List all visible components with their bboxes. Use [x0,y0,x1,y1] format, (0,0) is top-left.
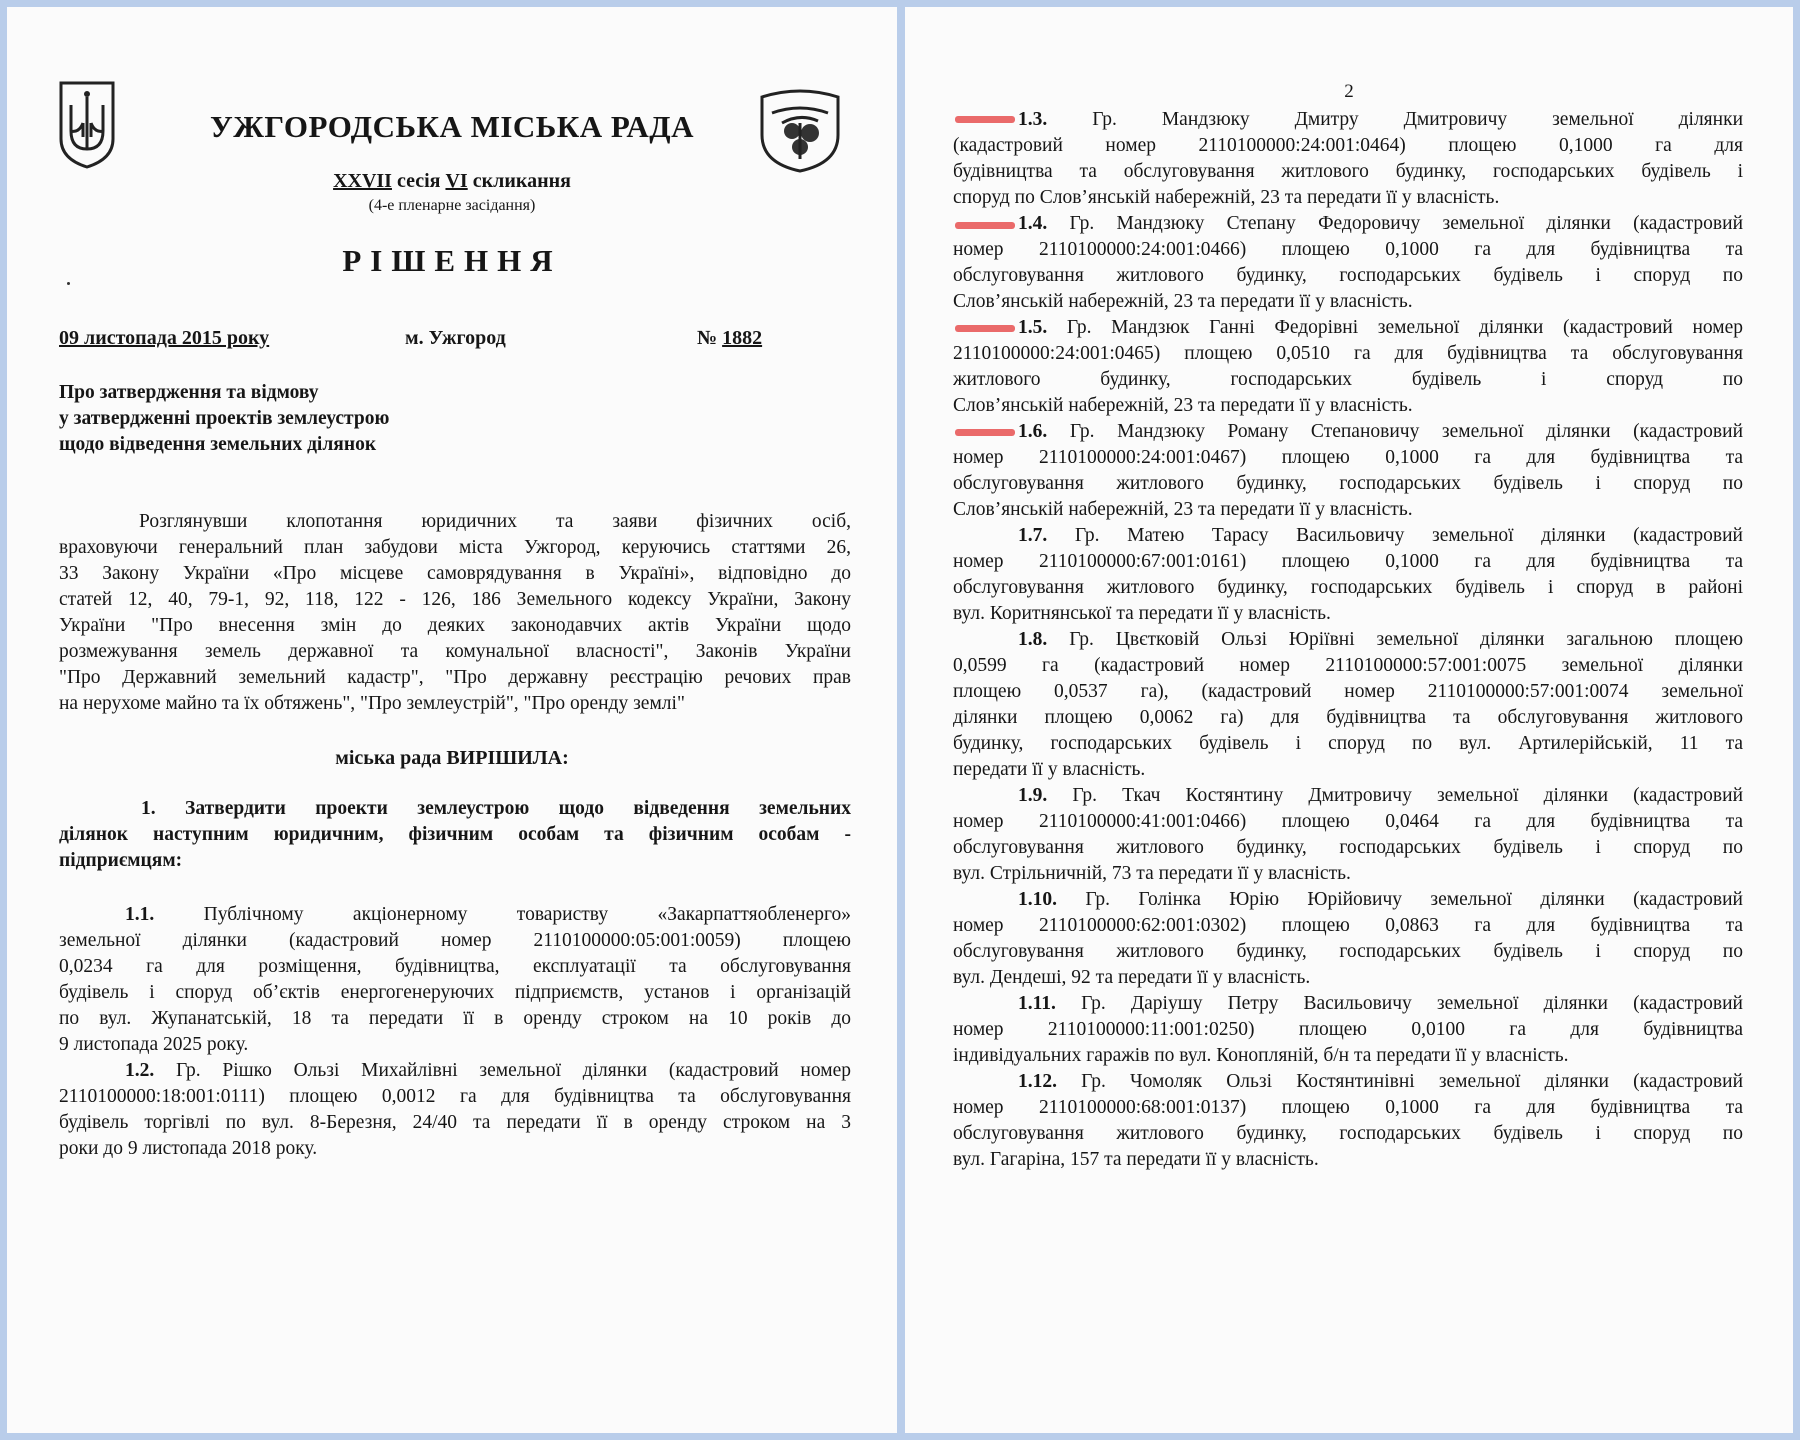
document-page-1 [7,7,897,1433]
item-number: 1.2. [125,1060,155,1081]
item-line: номер 2110100000:68:001:0137) площею 0,1000 га для будівництва та [953,1097,1743,1118]
item-line: 9 листопада 2025 року. [59,1034,249,1055]
plenary-note: (4-е пленарне засідання) [368,197,536,214]
decision-city: м. Ужгород [405,327,506,349]
item-text: Гр. Мандзюку Дмитру Дмитровичу земельної ділянки [1092,109,1743,130]
item-number: 1.12. [1018,1071,1057,1092]
item-line: обслуговування житлового будинку, господарських будівель і споруд по [953,1123,1743,1144]
item-1-7 [953,523,1743,627]
items-list [953,107,1743,1173]
item-1-8 [953,627,1743,783]
item-line: номер 2110100000:67:001:0161) площею 0,1000 га для будівництва та [953,551,1743,572]
point-1-line: підприємцям: [59,850,183,871]
decision-subject [59,380,509,458]
item-line [953,315,1743,341]
item-line [953,523,1743,549]
item-number: 1.5. [1018,317,1048,338]
page-number: 2 [1344,81,1354,102]
item-line: обслуговування житлового будинку, господарських будівель і споруд по [953,473,1743,494]
item-line: обслуговування житлового будинку, господарських будівель і споруд по [953,837,1743,858]
document-page-2 [905,7,1793,1433]
item-text: Гр. Цвєтковій Ользі Юріївні земельної ділянки загальною площею [1069,629,1743,650]
item-number: 1.7. [1018,525,1048,546]
preamble-line: враховуючи генеральний план забудови міста Ужгород, керуючись статтями 26, [59,537,851,558]
council-title: УЖГОРОДСЬКА МІСЬКА РАДА [209,109,694,144]
preamble-line: розмежування земель державної та комунальної власності", Законів України [59,641,851,662]
item-number: 1.11. [1018,993,1056,1014]
session-word: сесія [396,170,441,192]
item-line: (кадастровий номер 2110100000:24:001:0464) площею 0,1000 га для [953,135,1743,156]
subject-line: щодо відведення земельних ділянок [59,434,377,455]
item-line: будівництва та обслуговування житлового будинку, господарських будівель і [953,161,1743,182]
item-line: номер 2110100000:24:001:0466) площею 0,1000 га для будівництва та [953,239,1743,260]
item-text: Гр. Матею Тарасу Васильовичу земельної ділянки (кадастровий [1074,525,1743,546]
item-1-6 [953,419,1743,523]
item-line: будинку, господарських будівель і споруд по вул. Артилерійській, 11 та [953,733,1743,754]
item-number: 1.4. [1018,213,1048,234]
item-line [59,902,851,928]
item-line: будівель і споруд об’єктів енергогенеруючих підприємств, установ і організацій [59,982,851,1003]
preamble-line: 33 Закону України «Про місцеве самоврядування в Україні», відповідно до [59,563,851,584]
item-1-4 [953,211,1743,315]
item-line: номер 2110100000:41:001:0466) площею 0,0464 га для будівництва та [953,811,1743,832]
item-line: по вул. Жупанатській, 18 та передати її в оренду строком на 10 років до [59,1008,851,1029]
item-line [953,783,1743,809]
item-text: Гр. Голінка Юрію Юрійовичу земельної ділянки (кадастровий [1085,889,1743,910]
item-text: Гр. Мандзюк Ганні Федорівні земельної ділянки (кадастровий номер [1066,317,1743,338]
item-number: 1.1. [125,904,155,925]
item-line: індивідуальних гаражів по вул. Конопляній, б/н та передати її у власність. [953,1045,1569,1066]
item-line: Слов’янській набережній, 23 та передати її у власність. [953,291,1413,312]
item-1-9 [953,783,1743,887]
item-line: житлового будинку, господарських будівель і споруд по [953,369,1743,390]
convocation-word: скликання [472,170,571,192]
item-line: 0,0599 га (кадастровий номер 2110100000:57:001:0075 земельної ділянки [953,655,1743,676]
decision-date: 09 листопада 2015 року [59,327,270,349]
preamble [59,509,851,717]
item-line: номер 2110100000:24:001:0467) площею 0,1000 га для будівництва та [953,447,1743,468]
number-prefix: № [697,327,718,349]
item-1-3 [953,107,1743,211]
item-line [953,887,1743,913]
preamble-line: Розглянувши клопотання юридичних та заяви фізичних осіб, [139,511,851,532]
item-text: Гр. Чомоляк Ользі Костянтинівні земельної ділянки (кадастровий [1081,1071,1743,1092]
decision-number [697,327,762,350]
subject-line: у затвердженні проектів землеустрою [59,408,390,429]
item-line [953,1069,1743,1095]
item-line: номер 2110100000:11:001:0250) площею 0,0100 га для будівництва [953,1019,1743,1040]
item-line: ділянки площею 0,0062 га) для будівництва та обслуговування житлового [953,707,1743,728]
item-line: площею 0,0537 га), (кадастровий номер 2110100000:57:001:0074 земельної [953,681,1743,702]
item-text: Публічному акціонерному товариству «Закарпаттяобленерго» [203,904,851,925]
preamble-line: "Про Державний земельний кадастр", "Про державну реєстрацію речових прав [59,667,851,688]
item-line: Слов’янській набережній, 23 та передати її у власність. [953,499,1413,520]
item-line: обслуговування житлового будинку, господарських будівель і споруд по [953,265,1743,286]
item-1-11 [953,991,1743,1069]
item-line: Слов’янській набережній, 23 та передати її у власність. [953,395,1413,416]
item-text: Гр. Даріушу Петру Васильовичу земельної ділянки (кадастровий [1081,993,1743,1014]
item-text: Гр. Мандзюку Роману Степановичу земельної ділянки (кадастровий [1069,421,1743,442]
preamble-line: України "Про внесення змін до деяких законодавчих актів України щодо [59,615,851,636]
item-1-10 [953,887,1743,991]
point-1 [59,796,851,874]
item-line: обслуговування житлового будинку, господарських будівель і споруд в районі [953,577,1743,598]
item-line [953,627,1743,653]
item-line: будівель торгівлі по вул. 8-Березня, 24/40 та передати її в оренду строком на 3 [59,1112,851,1133]
item-1-2 [59,1058,851,1162]
item-line: споруд по Слов’янській набережній, 23 та передати її у власність. [953,187,1500,208]
decision-heading: РІШЕННЯ [342,243,562,278]
session-number: XXVII [333,170,392,192]
item-number: 1.3. [1018,109,1048,130]
item-number: 1.9. [1018,785,1048,806]
item-line: вул. Стрільничній, 73 та передати її у власність. [953,863,1351,884]
item-1-12 [953,1069,1743,1173]
item-1-5 [953,315,1743,419]
item-line [953,211,1743,237]
item-line [953,991,1743,1017]
item-line: передати її у власність. [953,759,1146,780]
item-line: роки до 9 листопада 2018 року. [59,1138,318,1159]
preamble-line: на нерухоме майно та їх обтяжень", "Про землеустрій", "Про оренду землі" [59,693,685,714]
item-line [953,419,1743,445]
resolved-heading: міська рада ВИРІШИЛА: [335,747,569,769]
item-text: Гр. Ткач Костянтину Дмитровичу земельної ділянки (кадастровий [1072,785,1743,806]
item-number: 1.8. [1018,629,1048,650]
item-line: 2110100000:24:001:0465) площею 0,0510 га для будівництва та обслуговування [953,343,1743,364]
item-text: Гр. Мандзюку Степану Федоровичу земельної ділянки (кадастровий [1069,213,1743,234]
item-line: 0,0234 га для розміщення, будівництва, експлуатації та обслуговування [59,956,851,977]
stray-dot [67,282,70,285]
number-value: 1882 [722,327,763,349]
item-line: вул. Коритнянської та передати її у власність. [953,603,1331,624]
point-1-line: ділянок наступним юридичним, фізичним особам та фізичним особам - [59,824,851,845]
item-1-1 [59,902,851,1058]
item-line: земельної ділянки (кадастровий номер 2110100000:05:001:0059) площею [59,930,851,951]
subject-line: Про затвердження та відмову [59,382,319,403]
session-line [7,170,897,193]
convocation-number: VI [445,170,468,192]
item-line: номер 2110100000:62:001:0302) площею 0,0863 га для будівництва та [953,915,1743,936]
item-line: вул. Дендеші, 92 та передати її у власність. [953,967,1311,988]
item-number: 1.6. [1018,421,1048,442]
item-line: вул. Гагаріна, 157 та передати її у власність. [953,1149,1319,1170]
item-line [59,1058,851,1084]
item-line: обслуговування житлового будинку, господарських будівель і споруд по [953,941,1743,962]
point-1-line: 1. Затвердити проекти землеустрою щодо відведення земельних [141,798,851,819]
preamble-line: статей 12, 40, 79-1, 92, 118, 122 - 126, 186 Земельного кодексу України, Закону [59,589,851,610]
item-line: 2110100000:18:001:0111) площею 0,0012 га для будівництва та обслуговування [59,1086,851,1107]
item-number: 1.10. [1018,889,1057,910]
item-line [953,107,1743,133]
item-text: Гр. Рішко Ользі Михайлівні земельної ділянки (кадастровий номер [175,1060,851,1081]
